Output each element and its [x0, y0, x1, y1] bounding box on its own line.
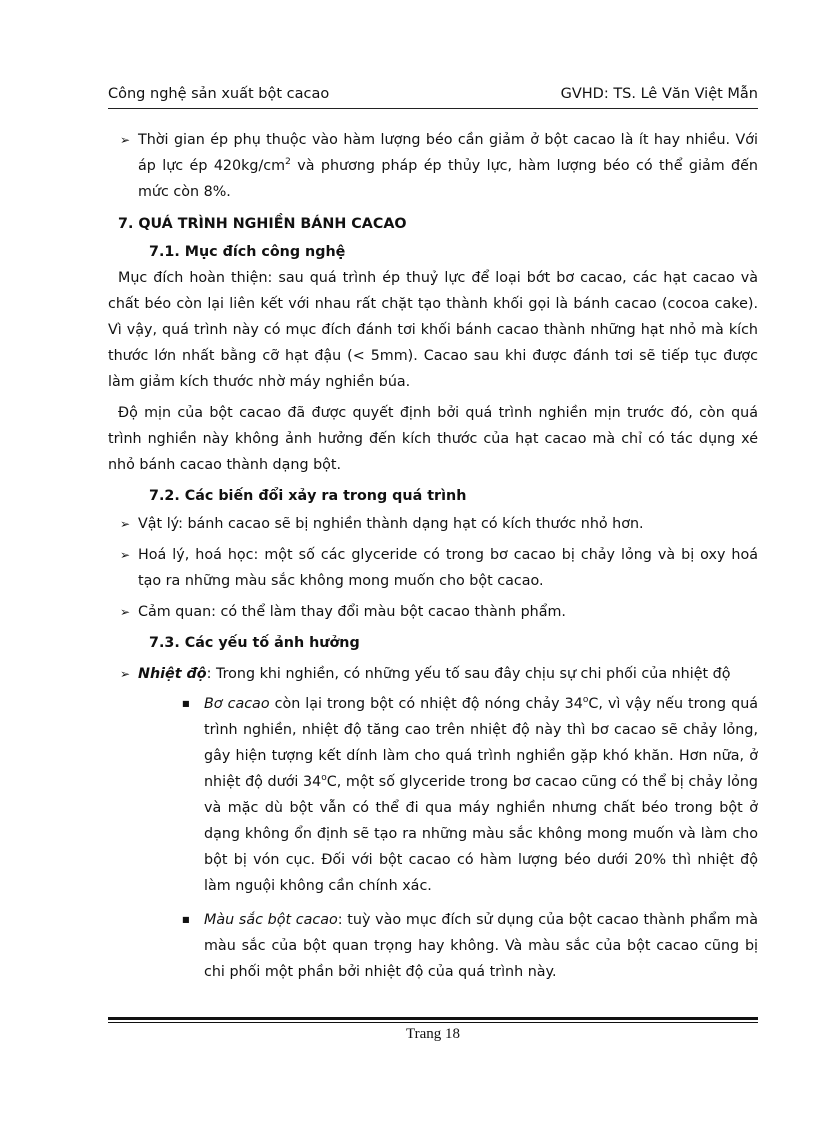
bullet-press-time: ➢ Thời gian ép phụ thuộc vào hàm lượng béo cần giảm ở bột cacao là ít hay nhiều. Với áp lực ép $420kg/cm^2$ và phương pháp ép thủy lực, hàm lượng béo có thể giảm đến mức còn 8%. — [108, 127, 758, 205]
page-number: Trang 18 — [405, 1026, 461, 1042]
sub-item-cocoa-butter: ■ Bơ cacao còn lại trong bột có nhiệt độ nóng chảy 34$^o$C, vì vậy nếu trong quá trình nghiền, nhiệt độ tăng cao trên nhiệt độ này thì bơ cacao sẽ chảy lỏng, gây hiện tượng kết dính làm cho quá trình nghiền gặp khó khăn. Hơn nữa, ở nhiệt độ dưới 34$^o$C, một số glyceride trong bơ cacao cũng có thể bị chảy lỏng và mặc dù bột vẫn có thể đi qua máy nghiền nhưng chất béo trong bột ở dạng không ổn định sẽ tạo ra những màu sắc không mong muốn và làm cho bột bị vón cục. Đối với bột cacao có hàm lượng béo dưới 20% thì nhiệt độ làm nguội không cần chính xác. — [108, 691, 758, 899]
page-body — [108, 127, 758, 985]
arrow-bullet-icon: ➢ — [120, 605, 131, 619]
sub-item-powder-color: ■ Màu sắc bột cacao: tuỳ vào mục đích sử dụng của bột cacao thành phẩm mà màu sắc của bột quan trọng hay không. Và màu sắc của bột cacao cũng bị chi phối một phần bởi nhiệt độ của quá trình này. — [108, 907, 758, 985]
list-item-chemical: ➢ Hoá lý, hoá học: một số các glyceride có trong bơ cacao bị chảy lỏng và bị oxy hoá tạo ra những màu sắc không mong muốn cho bột cacao. — [108, 542, 758, 594]
paragraph-fineness: Độ mịn của bột cacao đã được quyết định bởi quá trình nghiền mịn trước đó, còn quá trình nghiền này không ảnh hưởng đến kích thước của hạt cacao mà chỉ có tác dụng xé nhỏ bánh cacao thành dạng bột. — [108, 405, 758, 473]
paragraph-purpose: Mục đích hoàn thiện: sau quá trình ép thuỷ lực để loại bớt bơ cacao, các hạt cacao và chất béo còn lại liên kết với nhau rất chặt tạo thành khối gọi là bánh cacao (cocoa cake). Vì vậy, quá trình này có mục đích đánh tơi khối bánh cacao thành những hạt nhỏ mà kích thước lớn nhất bằng cỡ hạt đậu (< 5mm). Cacao sau khi được đánh tơi sẽ tiếp tục được làm giảm kích thước nhờ máy nghiền búa. — [108, 270, 758, 390]
subsection-heading-7-3: 7.3. Các yếu tố ảnh hưởng — [149, 635, 360, 651]
arrow-bullet-icon: ➢ — [120, 667, 131, 681]
square-bullet-icon: ■ — [182, 915, 190, 924]
arrow-bullet-icon: ➢ — [120, 548, 131, 562]
page-header — [108, 86, 758, 108]
subsection-heading-7-2: 7.2. Các biến đổi xảy ra trong quá trình — [149, 488, 467, 504]
arrow-bullet-icon: ➢ — [120, 133, 131, 147]
list-item-sensory: ➢ Cảm quan: có thể làm thay đổi màu bột cacao thành phẩm. — [108, 599, 758, 625]
square-bullet-icon: ■ — [182, 699, 190, 708]
footer-divider-thick — [108, 1017, 758, 1020]
section-heading: 7. QUÁ TRÌNH NGHIỀN BÁNH CACAO — [118, 216, 407, 232]
arrow-bullet-icon: ➢ — [120, 517, 131, 531]
list-item-temperature: ➢ Nhiệt độ: Trong khi nghiền, có những yếu tố sau đây chịu sự chi phối của nhiệt độ — [108, 661, 758, 687]
header-advisor: GVHD: TS. Lê Văn Việt Mẫn — [560, 86, 758, 102]
list-item-physical: ➢ Vật lý: bánh cacao sẽ bị nghiền thành dạng hạt có kích thước nhỏ hơn. — [108, 511, 758, 537]
header-divider — [108, 108, 758, 109]
header-title: Công nghệ sản xuất bột cacao — [108, 86, 330, 102]
footer-divider-thin — [108, 1022, 758, 1023]
subsection-heading-7-1: 7.1. Mục đích công nghệ — [149, 244, 346, 260]
